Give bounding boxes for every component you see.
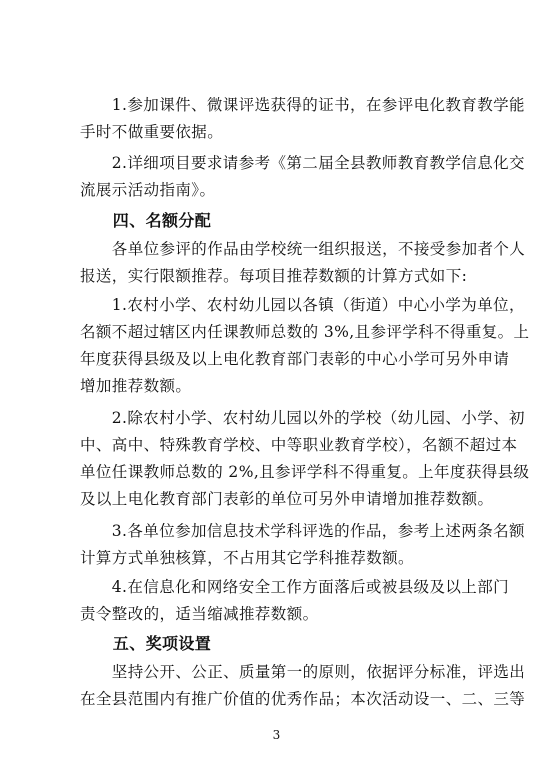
text-line: 报送，实行限额推荐。每项目推荐数额的计算方式如下:: [80, 267, 468, 285]
text-line: 单位任课教师总数的 2%,且参评学科不得重复。上年度获得县级: [80, 463, 530, 481]
text-line: 1.农村小学、农村幼儿园以各镇（街道）中心小学为单位，: [80, 296, 525, 314]
text-line: 名额不超过辖区内任课教师总数的 3%,且参评学科不得重复。上: [80, 323, 530, 341]
text-line: 流展示活动指南》。: [80, 181, 216, 199]
page-number: 3: [272, 728, 281, 742]
paragraph-other-schools-quota: [80, 405, 530, 513]
text-line: 1.参加课件、微课评选获得的证书，在参评电化教育教学能: [80, 96, 525, 114]
text-line: 及以上电化教育部门表彰的单位可另外申请增加推荐数额。: [80, 490, 494, 508]
text-line: 增加推荐数额。: [80, 377, 192, 395]
paragraph-awards-intro: [80, 659, 526, 713]
text-line: 责令整改的，适当缩减推荐数额。: [80, 605, 319, 623]
heading-text: 五、奖项设置: [80, 634, 212, 653]
text-line: 坚持公开、公正、质量第一的原则，依据评分标准，评选出: [80, 663, 526, 681]
paragraph-quota-reduction: [80, 574, 509, 628]
paragraph-certificates-note: [80, 92, 525, 146]
paragraph-it-subject-quota: [80, 518, 525, 572]
paragraph-quota-intro: [80, 236, 526, 290]
text-line: 各单位参评的作品由学校统一组织报送，不接受参加者个人: [80, 240, 526, 258]
text-line: 在全县范围内有推广价值的优秀作品；本次活动设一、二、三等: [80, 690, 526, 708]
text-line: 2.详细项目要求请参考《第二届全县教师教育教学信息化交: [80, 154, 525, 172]
text-line: 手时不做重要依据。: [80, 123, 224, 141]
section-heading-quota: [80, 207, 480, 234]
paragraph-guide-reference: [80, 150, 525, 204]
text-line: 年度获得县级及以上电化教育部门表彰的中心小学可另外申请: [80, 350, 510, 368]
heading-text: 四、名额分配: [80, 211, 212, 230]
section-heading-awards: [80, 630, 480, 657]
text-line: 3.各单位参加信息技术学科评选的作品，参考上述两条名额: [80, 522, 525, 540]
text-line: 计算方式单独核算，不占用其它学科推荐数额。: [80, 549, 414, 567]
text-line: 中、高中、特殊教育学校、中等职业教育学校），名额不超过本: [80, 436, 518, 454]
paragraph-rural-quota: [80, 292, 530, 400]
text-line: 4.在信息化和网络安全工作方面落后或被县级及以上部门: [80, 578, 509, 596]
text-line: 2.除农村小学、农村幼儿园以外的学校（幼儿园、小学、初: [80, 409, 525, 427]
